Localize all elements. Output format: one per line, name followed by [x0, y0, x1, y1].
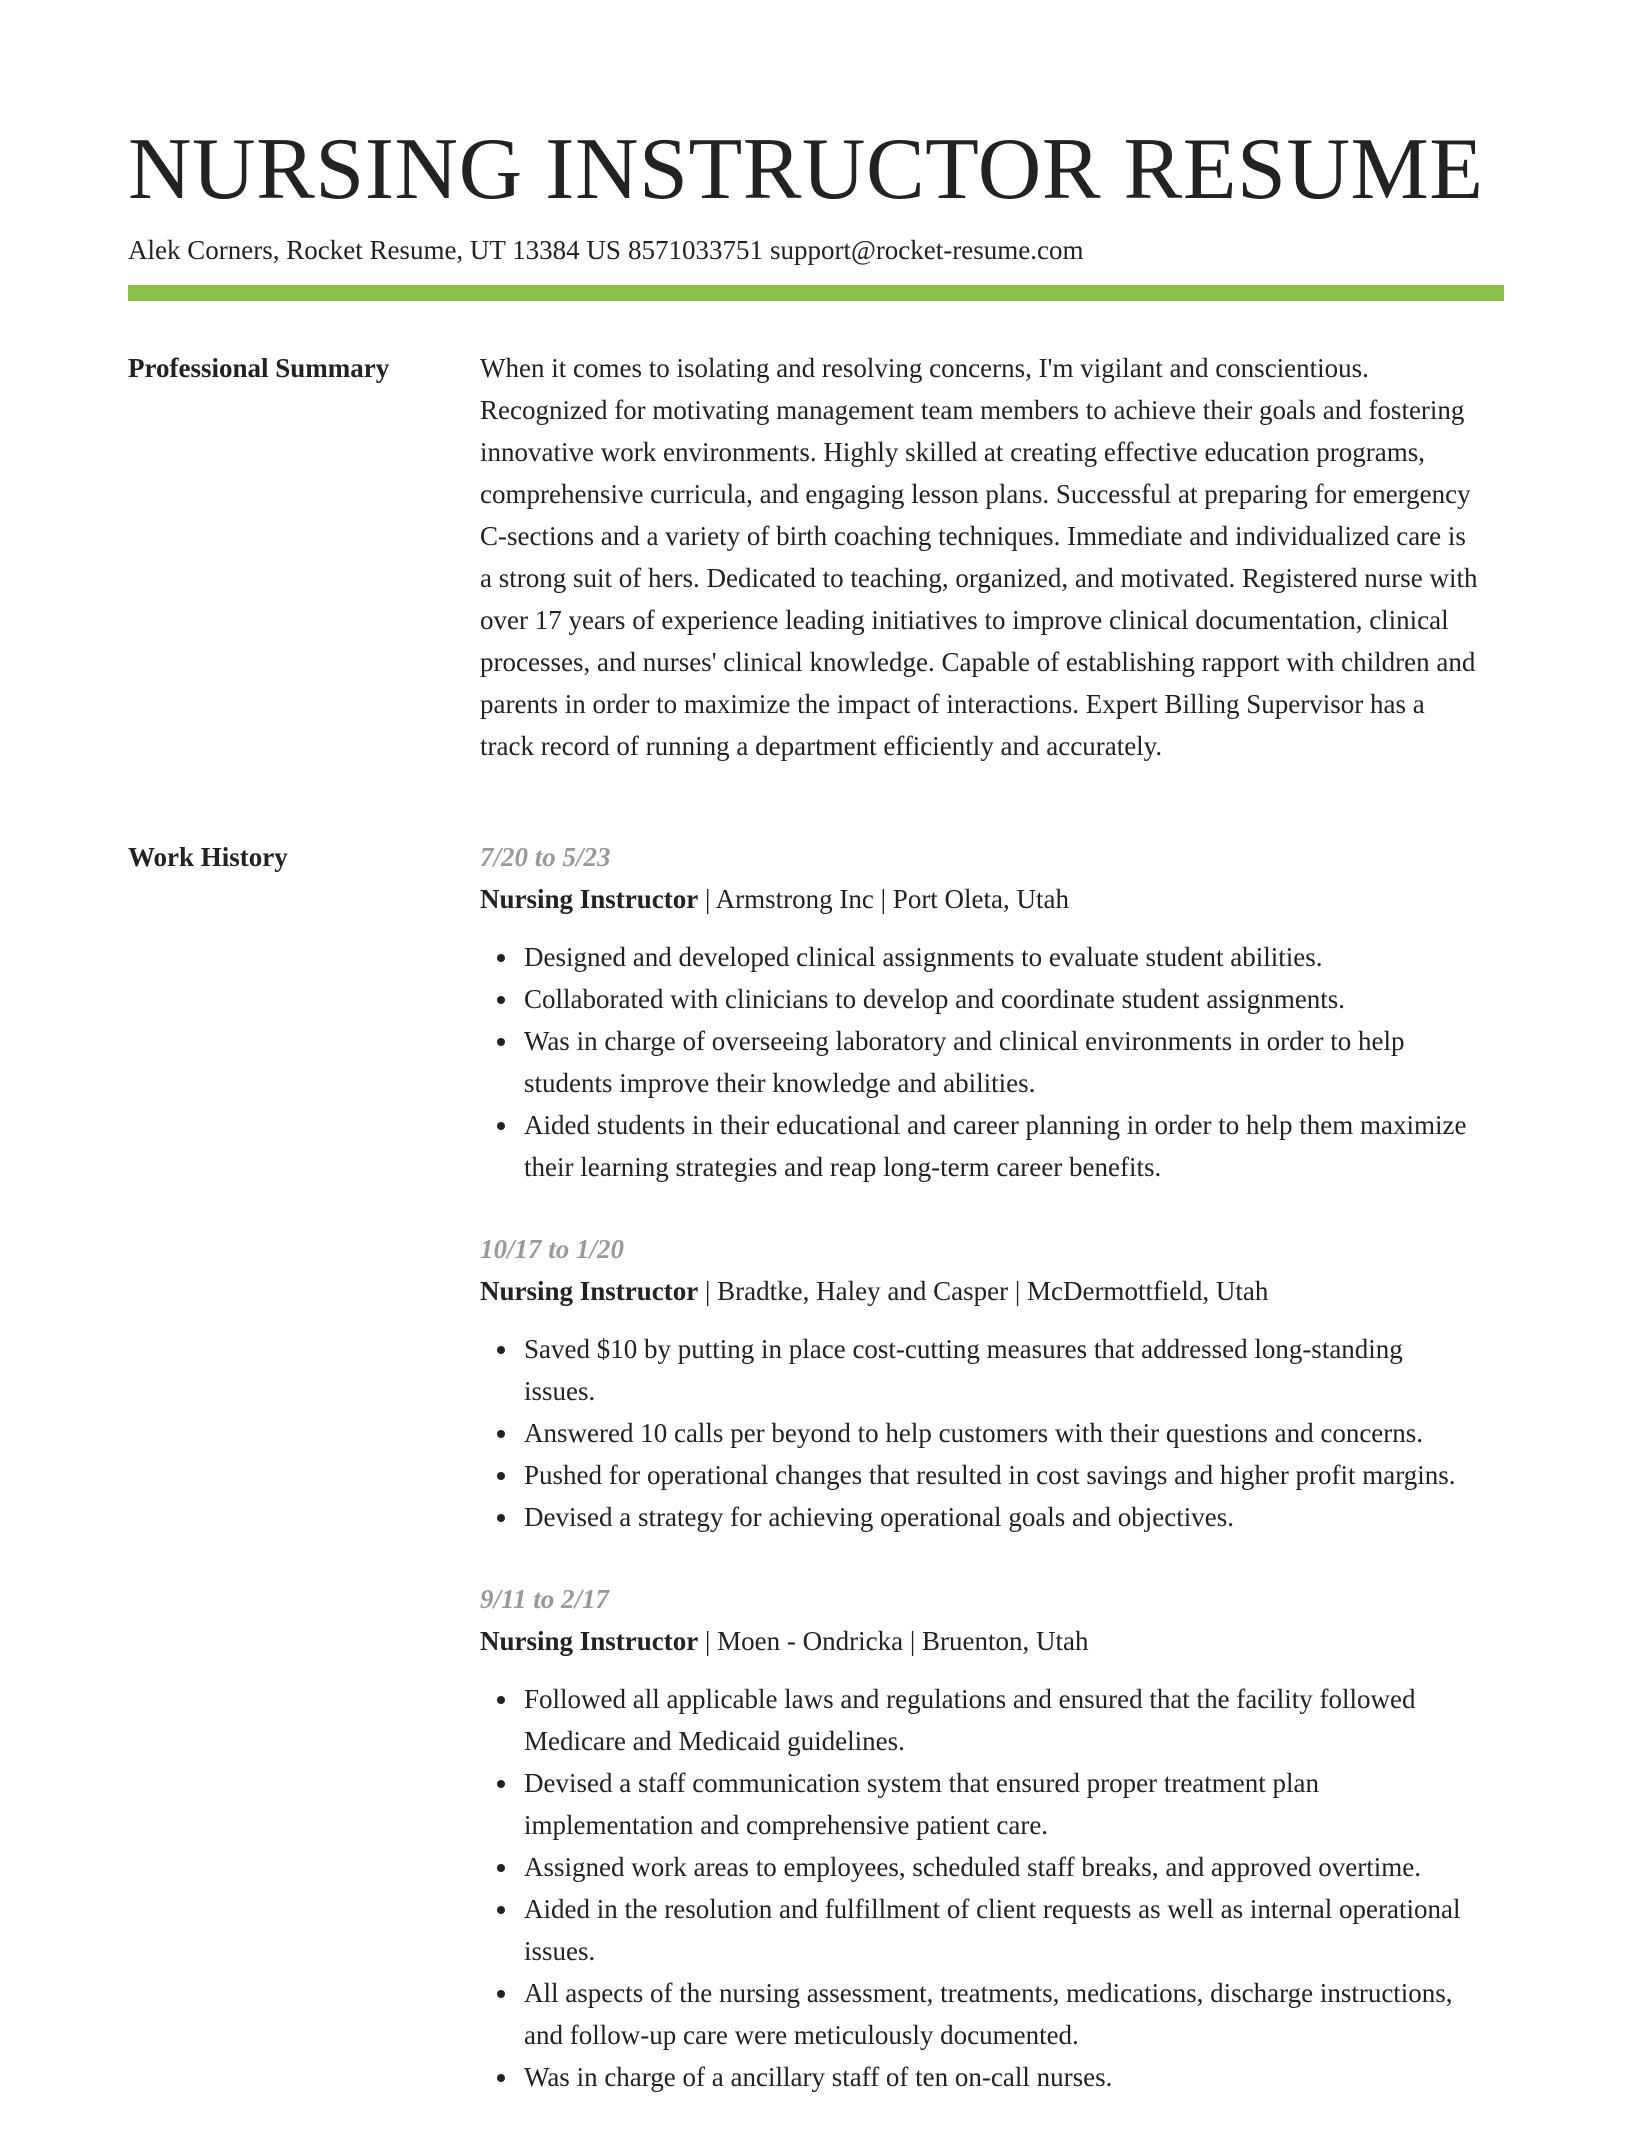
job-bullet: Saved $10 by putting in place cost-cutting measures that addressed long-standing issues. [524, 1328, 1480, 1412]
work-history-label: Work History [128, 842, 288, 872]
job-bullet: Was in charge of a ancillary staff of ten on-call nurses. [524, 2056, 1480, 2098]
job-dates: 7/20 to 5/23 [480, 842, 611, 872]
work-history-body [480, 836, 1480, 2138]
job-bullets [480, 1678, 1480, 2098]
job-entry [480, 1228, 1480, 1538]
summary-label: Professional Summary [128, 353, 390, 383]
job-bullet: Was in charge of overseeing laboratory and clinical environments in order to help students improve their knowledge and abilities. [524, 1020, 1480, 1104]
job-bullet: Collaborated with clinicians to develop and coordinate student assignments. [524, 978, 1480, 1020]
job-bullet: Answered 10 calls per beyond to help customers with their questions and concerns. [524, 1412, 1480, 1454]
job-bullets [480, 936, 1480, 1188]
summary-text: When it comes to isolating and resolving concerns, I'm vigilant and conscientious. Recognized for motivating management team members to achieve their goals and fostering innovative work environments. Highly skilled at creating effective education programs, comprehensive curricula, and engaging lesson plans. Successful at preparing for emergency C-sections and a variety of birth coaching techniques. Immediate and individualized care is a strong suit of hers. Dedicated to teaching, organized, and motivated. Registered nurse with over 17 years of experience leading initiatives to improve clinical documentation, clinical processes, and nurses' clinical knowledge. Capable of establishing rapport with children and parents in order to maximize the impact of interactions. Expert Billing Supervisor has a track record of running a department efficiently and accurately. [480, 353, 1478, 761]
job-role: Nursing Instructor [480, 1276, 699, 1306]
job-bullet: Aided in the resolution and fulfillment of client requests as well as internal operational issues. [524, 1888, 1480, 1972]
accent-divider [128, 285, 1504, 301]
job-bullet: Assigned work areas to employees, scheduled staff breaks, and approved overtime. [524, 1846, 1480, 1888]
job-dates: 10/17 to 1/20 [480, 1234, 625, 1264]
job-details: | Bradtke, Haley and Casper | McDermottfield, Utah [698, 1276, 1269, 1306]
job-dates: 9/11 to 2/17 [480, 1584, 610, 1614]
job-bullet: Devised a strategy for achieving operational goals and objectives. [524, 1496, 1480, 1538]
job-heading [480, 1620, 1480, 1662]
job-bullet: Pushed for operational changes that resulted in cost savings and higher profit margins. [524, 1454, 1480, 1496]
job-bullet: Devised a staff communication system that ensured proper treatment plan implementation and comprehensive patient care. [524, 1762, 1480, 1846]
job-heading [480, 878, 1480, 920]
job-entry [480, 836, 1480, 1188]
job-bullet: All aspects of the nursing assessment, treatments, medications, discharge instructions, and follow-up care were meticulously documented. [524, 1972, 1480, 2056]
contact-line [128, 232, 1083, 268]
job-bullet: Aided students in their educational and career planning in order to help them maximize their learning strategies and reap long-term career benefits. [524, 1104, 1480, 1188]
summary-body [480, 347, 1480, 767]
job-bullets [480, 1328, 1480, 1538]
contact-address: Alek Corners, Rocket Resume, UT 13384 US [128, 235, 621, 265]
job-role: Nursing Instructor [480, 884, 699, 914]
resume-title: NURSING INSTRUCTOR RESUME [128, 121, 1484, 218]
job-heading [480, 1270, 1480, 1312]
job-entry [480, 1578, 1480, 2098]
job-role: Nursing Instructor [480, 1626, 699, 1656]
contact-phone: 8571033751 [627, 235, 763, 265]
job-details: | Armstrong Inc | Port Oleta, Utah [698, 884, 1070, 914]
contact-email: support@rocket-resume.com [769, 235, 1084, 265]
job-details: | Moen - Ondricka | Bruenton, Utah [698, 1626, 1089, 1656]
job-bullet: Designed and developed clinical assignments to evaluate student abilities. [524, 936, 1480, 978]
job-bullet: Followed all applicable laws and regulations and ensured that the facility followed Medicare and Medicaid guidelines. [524, 1678, 1480, 1762]
